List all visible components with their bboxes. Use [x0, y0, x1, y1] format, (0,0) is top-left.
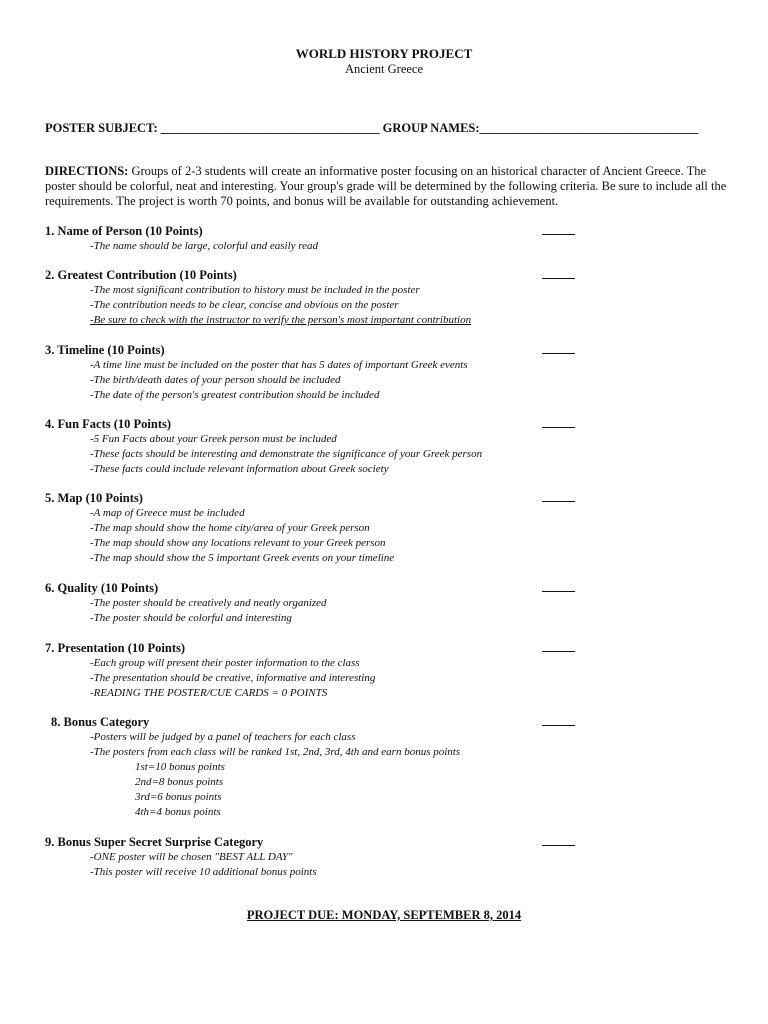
criteria-heading: 6. Quality (10 Points)	[45, 581, 159, 595]
score-blank	[542, 715, 575, 726]
criteria-section-8	[51, 715, 751, 820]
criteria-bullet: -The map should show any locations relevant to your Greek person	[90, 537, 386, 549]
score-blank	[542, 417, 575, 428]
criteria-section-7	[45, 641, 745, 701]
directions-label: DIRECTIONS:	[45, 164, 129, 178]
criteria-heading: 2. Greatest Contribution (10 Points)	[45, 268, 237, 282]
criteria-section-2	[45, 268, 745, 328]
score-blank	[542, 268, 575, 279]
criteria-bullet: -The name should be large, colorful and easily read	[90, 240, 319, 252]
criteria-heading: 3. Timeline (10 Points)	[45, 343, 165, 357]
criteria-bullet: -The posters from each class will be ranked 1st, 2nd, 3rd, 4th and earn bonus points	[90, 746, 461, 758]
directions-text: Groups of 2-3 students will create an informative poster focusing on an historical character of Ancient Greece. The poster should be colorful, neat and interesting. Your group's grade will be determined by the following criteria. Be sure to include all the requirements. The project is worth 70 points, and bonus will be available for outstanding achievement.	[45, 164, 727, 208]
criteria-section-5	[45, 491, 745, 566]
criteria-bullet: -The birth/death dates of your person should be included	[90, 374, 341, 386]
criteria-bullet: -The date of the person's greatest contribution should be included	[90, 389, 380, 401]
criteria-bullet: -Posters will be judged by a panel of teachers for each class	[90, 731, 356, 743]
criteria-bullet: -READING THE POSTER/CUE CARDS = 0 POINTS	[90, 687, 328, 699]
criteria-bullet: -5 Fun Facts about your Greek person must be included	[90, 433, 337, 445]
criteria-section-4	[45, 417, 745, 477]
criteria-bullet: -The poster should be creatively and neatly organized	[90, 597, 327, 609]
directions-paragraph	[45, 164, 728, 209]
criteria-bullet: -The contribution needs to be clear, concise and obvious on the poster	[90, 299, 399, 311]
bonus-points-item: 2nd=8 bonus points	[135, 776, 224, 788]
criteria-bullet: -The most significant contribution to history must be included in the poster	[90, 284, 420, 296]
bonus-points-item: 1st=10 bonus points	[135, 761, 225, 773]
document-subtitle: Ancient Greece	[344, 62, 424, 76]
criteria-bullet: -Each group will present their poster information to the class	[90, 657, 360, 669]
bonus-points-item: 3rd=6 bonus points	[135, 791, 222, 803]
project-due-date: PROJECT DUE: MONDAY, SEPTEMBER 8, 2014	[246, 908, 522, 922]
criteria-heading: 9. Bonus Super Secret Surprise Category	[45, 835, 264, 849]
criteria-bullet: -These facts should be interesting and demonstrate the significance of your Greek person	[90, 448, 483, 460]
criteria-section-6	[45, 581, 745, 626]
criteria-bullet: -A map of Greece must be included	[90, 507, 245, 519]
document-title: WORLD HISTORY PROJECT	[295, 46, 473, 61]
criteria-bullet: -The presentation should be creative, informative and interesting	[90, 672, 376, 684]
criteria-bullet: -These facts could include relevant information about Greek society	[90, 463, 389, 475]
criteria-section-1	[45, 224, 745, 254]
underlined-text: -Be sure to check with the instructor to verify the person's most important contribution	[90, 314, 472, 326]
criteria-heading: 4. Fun Facts (10 Points)	[45, 417, 172, 431]
score-blank	[542, 641, 575, 652]
poster-subject-group-names-line: POSTER SUBJECT: ___________________________________ GROUP NAMES:___________________________________	[45, 121, 699, 135]
criteria-bullet: -The poster should be colorful and interesting	[90, 612, 292, 624]
criteria-heading: 5. Map (10 Points)	[45, 491, 143, 505]
score-blank	[542, 224, 575, 235]
criteria-bullet	[45, 313, 745, 328]
score-blank	[542, 343, 575, 354]
criteria-section-9	[45, 835, 745, 880]
criteria-heading: 8. Bonus Category	[51, 715, 150, 729]
criteria-section-3	[45, 343, 745, 403]
criteria-heading: 1. Name of Person (10 Points)	[45, 224, 203, 238]
criteria-bullet: -A time line must be included on the poster that has 5 dates of important Greek events	[90, 359, 468, 371]
criteria-bullet: -This poster will receive 10 additional bonus points	[90, 866, 317, 878]
criteria-bullet: -The map should show the home city/area of your Greek person	[90, 522, 370, 534]
criteria-bullet: -The map should show the 5 important Greek events on your timeline	[90, 552, 395, 564]
score-blank	[542, 581, 575, 592]
criteria-heading: 7. Presentation (10 Points)	[45, 641, 186, 655]
bonus-points-item: 4th=4 bonus points	[135, 806, 221, 818]
score-blank	[542, 835, 575, 846]
criteria-bullet: -ONE poster will be chosen "BEST ALL DAY"	[90, 851, 293, 863]
score-blank	[542, 491, 575, 502]
